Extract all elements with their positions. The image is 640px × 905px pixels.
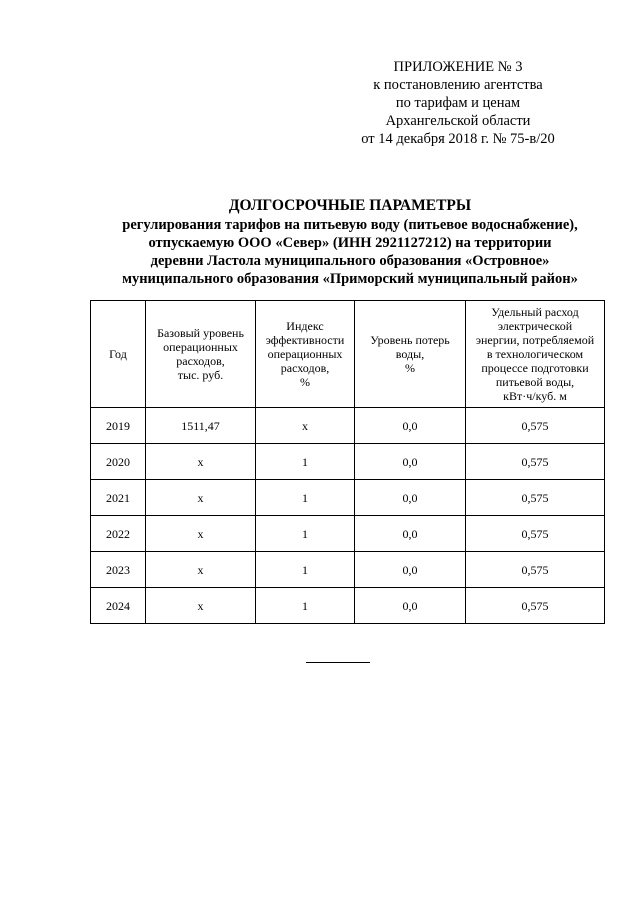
cell-year: 2024	[91, 588, 146, 624]
appendix-line: Архангельской области	[385, 113, 531, 129]
title-main: ДОЛГОСРОЧНЫЕ ПАРАМЕТРЫ	[228, 197, 472, 214]
title-line: деревни Ластола муниципального образования «Островное»	[150, 253, 550, 269]
header-year: Год	[91, 301, 146, 408]
table-row	[91, 444, 605, 480]
header-specific-energy: Удельный расход электрической энергии, потребляемой в технологическом процессе подготовки питьевой воды, кВт·ч/куб. м	[466, 301, 605, 408]
table-row	[91, 552, 605, 588]
title-line: муниципального образования «Приморский муниципальный район»	[122, 271, 578, 287]
cell-base-opex: 1511,47	[146, 408, 256, 444]
cell-specific-energy: 0,575	[466, 480, 605, 516]
cell-year: 2021	[91, 480, 146, 516]
title-line: отпускаемую ООО «Север» (ИНН 2921127212) на территории	[148, 235, 552, 251]
cell-water-losses: 0,0	[355, 480, 466, 516]
cell-efficiency-index: 1	[256, 444, 355, 480]
cell-specific-energy: 0,575	[466, 552, 605, 588]
cell-base-opex: x	[146, 552, 256, 588]
table-row	[91, 516, 605, 552]
table-row	[91, 408, 605, 444]
cell-efficiency-index: 1	[256, 516, 355, 552]
document-title	[60, 197, 640, 288]
cell-water-losses: 0,0	[355, 516, 466, 552]
appendix-date: от 14 декабря 2018 г. № 75-в/20	[361, 131, 555, 147]
cell-efficiency-index: x	[256, 408, 355, 444]
cell-water-losses: 0,0	[355, 444, 466, 480]
appendix-number: ПРИЛОЖЕНИЕ № 3	[393, 59, 523, 75]
cell-efficiency-index: 1	[256, 552, 355, 588]
table-header-row	[91, 301, 605, 408]
cell-year: 2020	[91, 444, 146, 480]
header-water-losses: Уровень потерь воды, %	[355, 301, 466, 408]
table-row	[91, 588, 605, 624]
cell-base-opex: x	[146, 444, 256, 480]
title-line: регулирования тарифов на питьевую воду (питьевое водоснабжение),	[122, 217, 578, 233]
end-divider	[306, 662, 370, 663]
cell-specific-energy: 0,575	[466, 516, 605, 552]
appendix-line: по тарифам и ценам	[395, 95, 521, 111]
cell-specific-energy: 0,575	[466, 444, 605, 480]
header-base-opex: Базовый уровень операционных расходов, тыс. руб.	[146, 301, 256, 408]
cell-year: 2019	[91, 408, 146, 444]
cell-specific-energy: 0,575	[466, 588, 605, 624]
cell-base-opex: x	[146, 588, 256, 624]
cell-water-losses: 0,0	[355, 552, 466, 588]
header-efficiency-index: Индекс эффективности операционных расходов, %	[256, 301, 355, 408]
cell-efficiency-index: 1	[256, 480, 355, 516]
parameters-table	[90, 300, 605, 624]
cell-base-opex: x	[146, 480, 256, 516]
appendix-header	[328, 58, 588, 148]
appendix-line: к постановлению агентства	[373, 77, 543, 93]
cell-year: 2023	[91, 552, 146, 588]
table-row	[91, 480, 605, 516]
cell-specific-energy: 0,575	[466, 408, 605, 444]
cell-base-opex: x	[146, 516, 256, 552]
cell-year: 2022	[91, 516, 146, 552]
cell-water-losses: 0,0	[355, 408, 466, 444]
cell-efficiency-index: 1	[256, 588, 355, 624]
cell-water-losses: 0,0	[355, 588, 466, 624]
